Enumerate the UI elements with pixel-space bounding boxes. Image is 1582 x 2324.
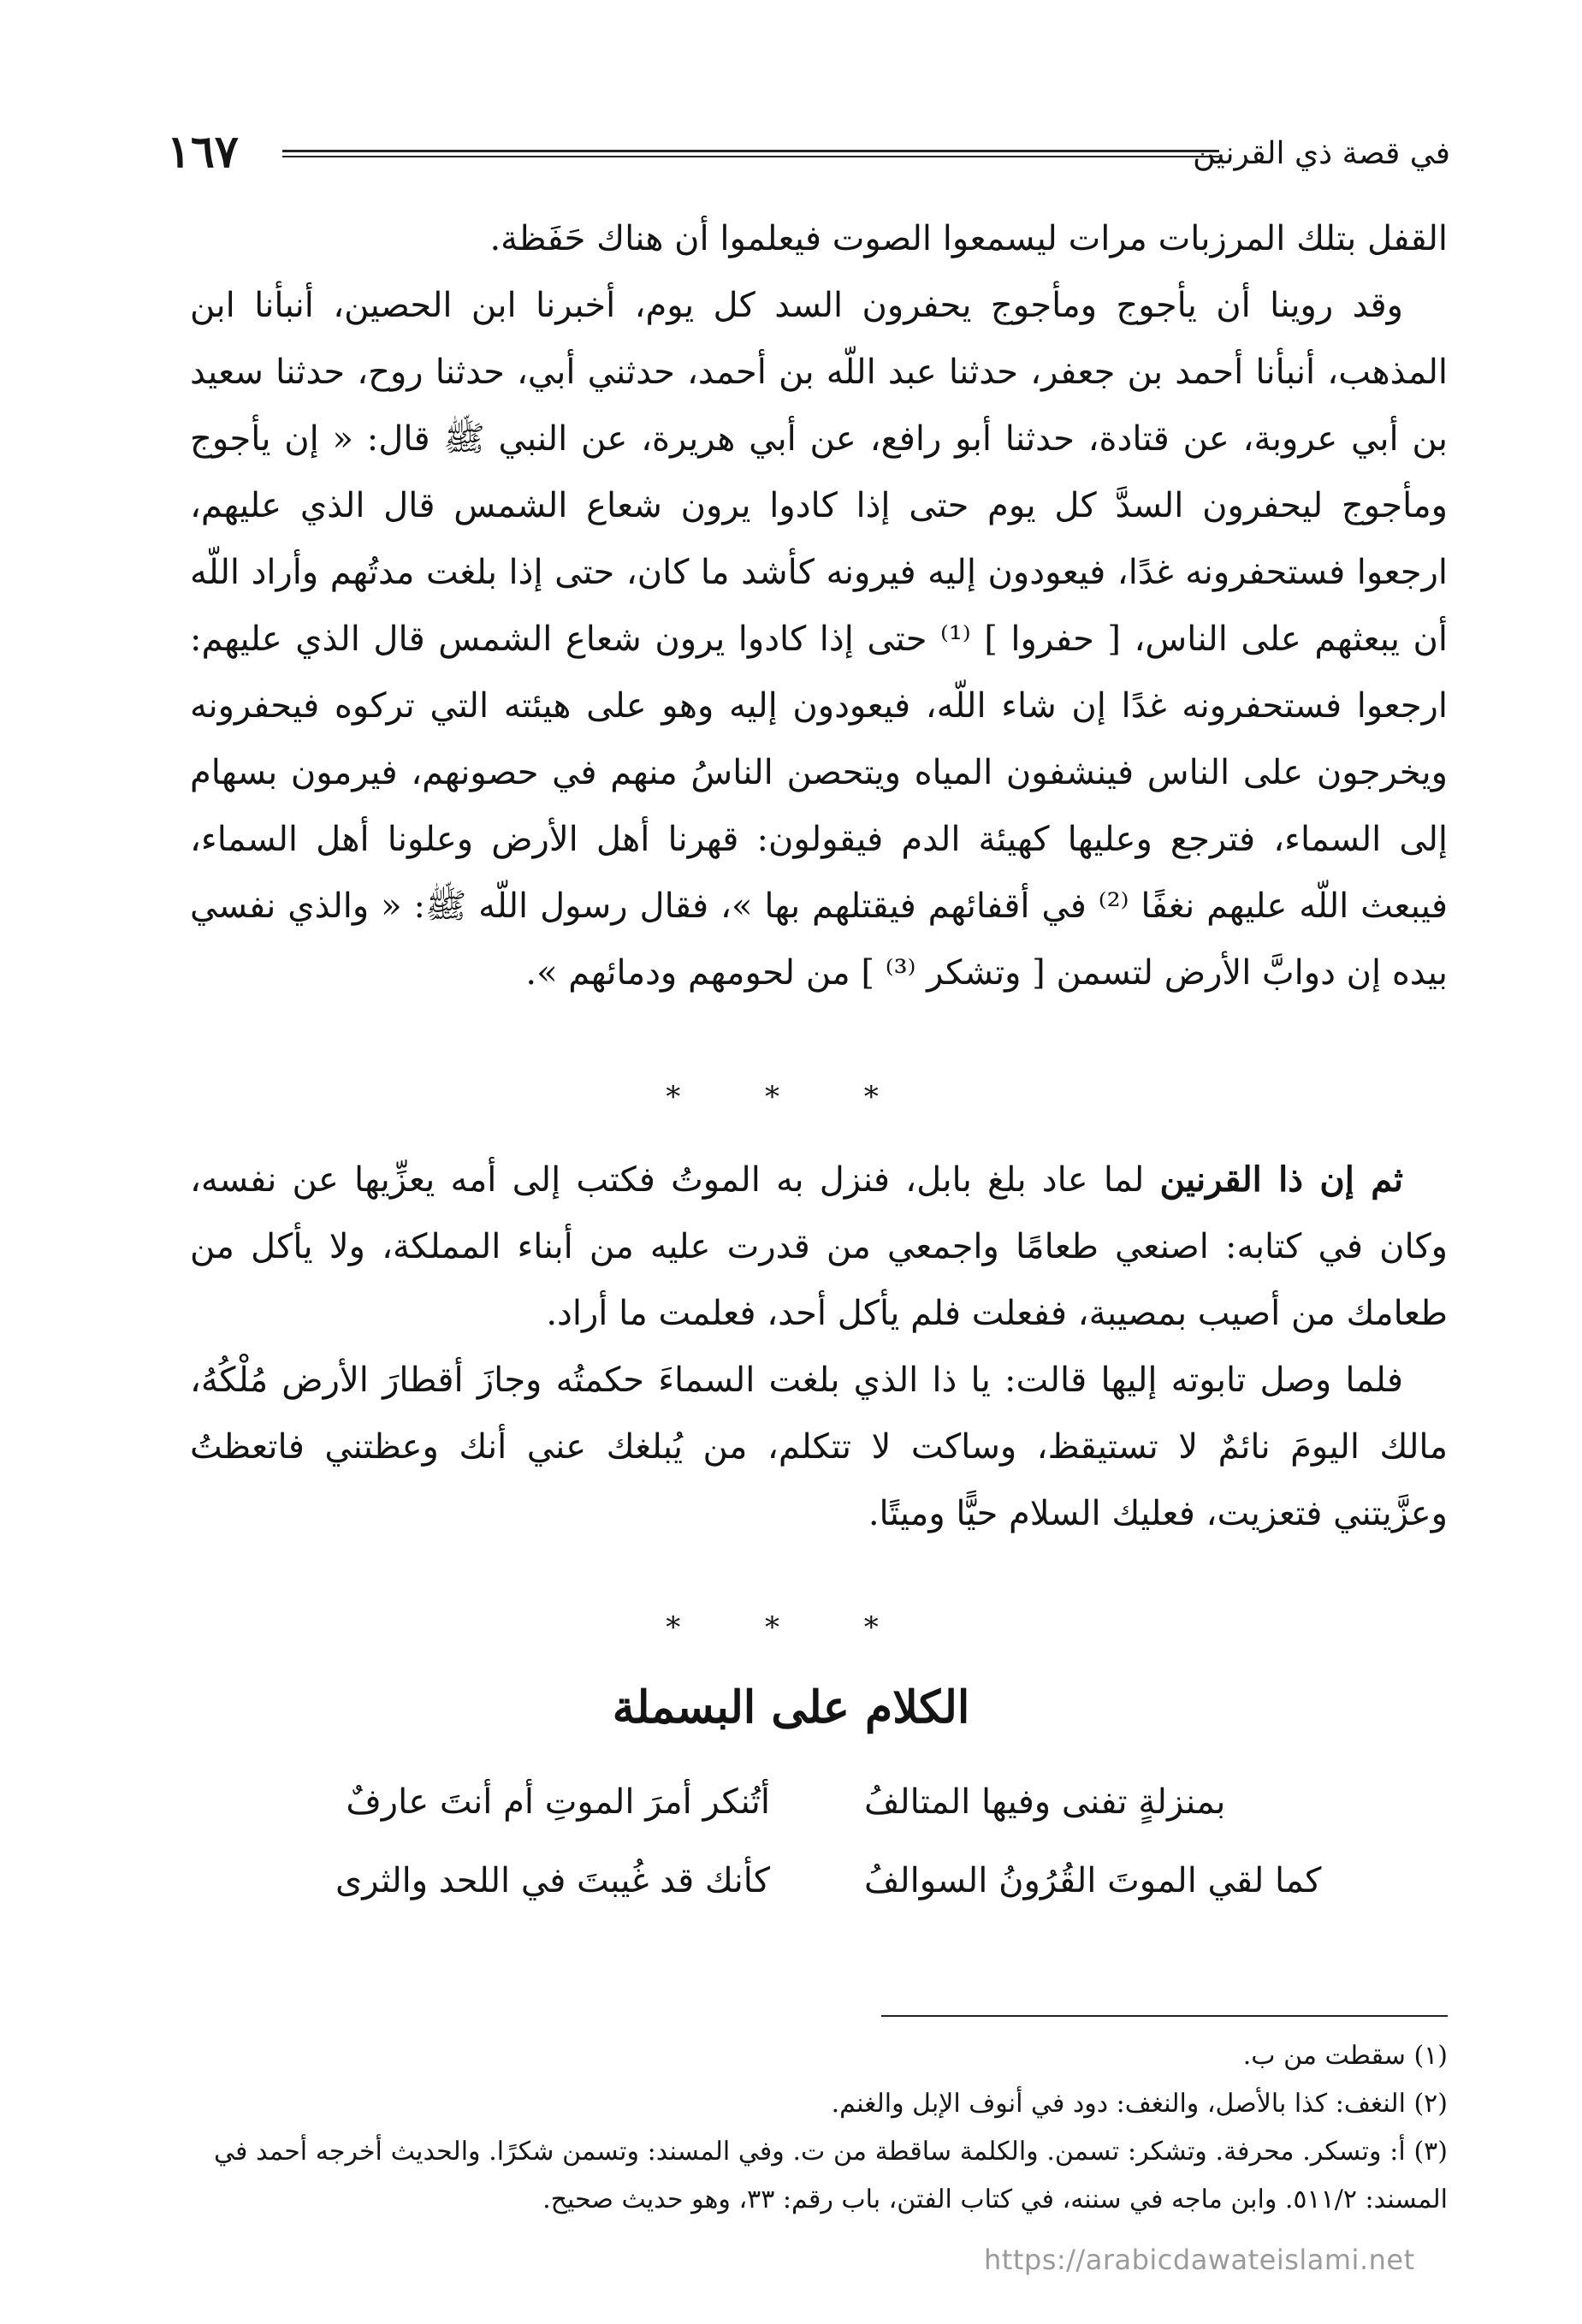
header-rule-inner: [282, 156, 1219, 157]
poem-verses: [248, 1763, 1386, 1920]
section-divider-stars-1: * * *: [666, 1080, 916, 1114]
main-text-block-2: [190, 1147, 1448, 1547]
paragraph-1: القفل بتلك المرزبات مرات ليسمعوا الصوت فيعلموا أن هناك حَفَظة.: [489, 219, 1448, 258]
paragraph-3: [190, 1147, 1448, 1347]
main-text-block-1: [190, 205, 1448, 1006]
verse-line: [248, 1763, 1386, 1841]
running-title: في قصة ذي القرنين: [1193, 136, 1450, 171]
section-divider-stars-2: * * *: [666, 1610, 916, 1645]
footnote-separator: [881, 2015, 1448, 2017]
footnote-3: (٣) أ: وتسكر. محرفة. وتشكر: تسمن. والكلمة ساقطة من ت. وفي المسند: وتسمن شكرًا. والحديث أخرجه أحمد في المسند: ٥١١/٢. وابن ماجه في سننه، في كتاب الفتن، باب رقم: ٣٣، وهو حديث صحيح.: [214, 2137, 1448, 2214]
page-header: [167, 127, 1450, 178]
verse-hemistich-second: كما لقي الموتَ القُرُونُ السوالفُ: [864, 1861, 1322, 1900]
verse-hemistich-first: أتُنكر أمرَ الموتِ أم أنتَ عارفٌ: [346, 1782, 770, 1822]
verse-hemistich-first: كأنك قد غُيبتَ في اللحد والثرى: [335, 1861, 770, 1900]
section-heading: الكلام على البسملة: [612, 1681, 970, 1734]
verse-hemistich-second: بمنزلةٍ تفنى وفيها المتالفُ: [864, 1782, 1226, 1822]
header-rule: [282, 150, 1219, 152]
footnotes: [214, 2032, 1448, 2224]
watermark-url: https://arabicdawateislami.net: [984, 2244, 1415, 2276]
paragraph-2: وقد روينا أن يأجوج ومأجوج يحفرون السد كل يوم، أخبرنا ابن الحصين، أنبأنا ابن المذهب، أنبأنا أحمد بن جعفر، حدثنا عبد اللّه بن أحمد، حدثني أبي، حدثنا روح، حدثنا سعيد بن أبي عروبة، عن قتادة، حدثنا أبو رافع، عن أبي هريرة، عن النبي ﷺ قال: « إن يأجوج ومأجوج ليحفرون السدَّ كل يوم حتى إذا كادوا يرون شعاع الشمس قال الذي عليهم، ارجعوا فستحفرونه غدًا، فيعودون إليه فيرونه كأشد ما كان، حتى إذا بلغت مدتُهم وأراد اللّه أن يبعثهم على الناس، [ حفروا ] ⁽¹⁾ حتى إذا كادوا يرون شعاع الشمس قال الذي عليهم: ارجعوا فستحفرونه غدًا إن شاء اللّه، فيعودون إليه وهو على هيئته التي تركوه فيحفرونه ويخرجون على الناس فينشفون المياه ويتحصن الناسُ منهم في حصونهم، فيرمون بسهام إلى السماء، فترجع وعليها كهيئة الدم فيقولون: قهرنا أهل الأرض وعلونا أهل السماء، فيبعث اللّه عليهم نغفًا ⁽²⁾ في أقفائهم فيقتلهم بها »، فقال رسول اللّه ﷺ: « والذي نفسي بيده إن دوابَّ الأرض لتسمن [ وتشكر ⁽³⁾ ] من لحومهم ودمائهم ».: [190, 286, 1448, 993]
footnote-2: (٢) النغف: كذا بالأصل، والنغف: دود في أنوف الإبل والغنم.: [831, 2089, 1448, 2119]
footnote-1: (١) سقطت من ب.: [1242, 2041, 1448, 2071]
paragraph-4: فلما وصل تابوته إليها قالت: يا ذا الذي بلغت السماءَ حكمتُه وجازَ أقطارَ الأرض مُلْكُهُ، مالك اليومَ نائمٌ لا تستيقظ، وساكت لا تتكلم، من يُبلغك عني أنك وعظتني فاتعظتُ وعزَّيتني فتعزيت، فعليك السلام حيًّا وميتًا.: [190, 1361, 1448, 1533]
paragraph-3-text: لما عاد بلغ بابل، فنزل به الموتُ فكتب إلى أمه يعزِّيها عن نفسه، وكان في كتابه: اصنعي طعامًا واجمعي من قدرت عليه من أبناء المملكة، ولا يأكل من طعامك من أصيب بمصيبة، ففعلت فلم يأكل أحد، فعلمت ما أراد.: [190, 1160, 1448, 1333]
page-number: ١٦٧: [167, 126, 239, 178]
paragraph-3-lead: ثم إن ذا القرنين: [1159, 1159, 1403, 1200]
verse-line: [248, 1841, 1386, 1920]
